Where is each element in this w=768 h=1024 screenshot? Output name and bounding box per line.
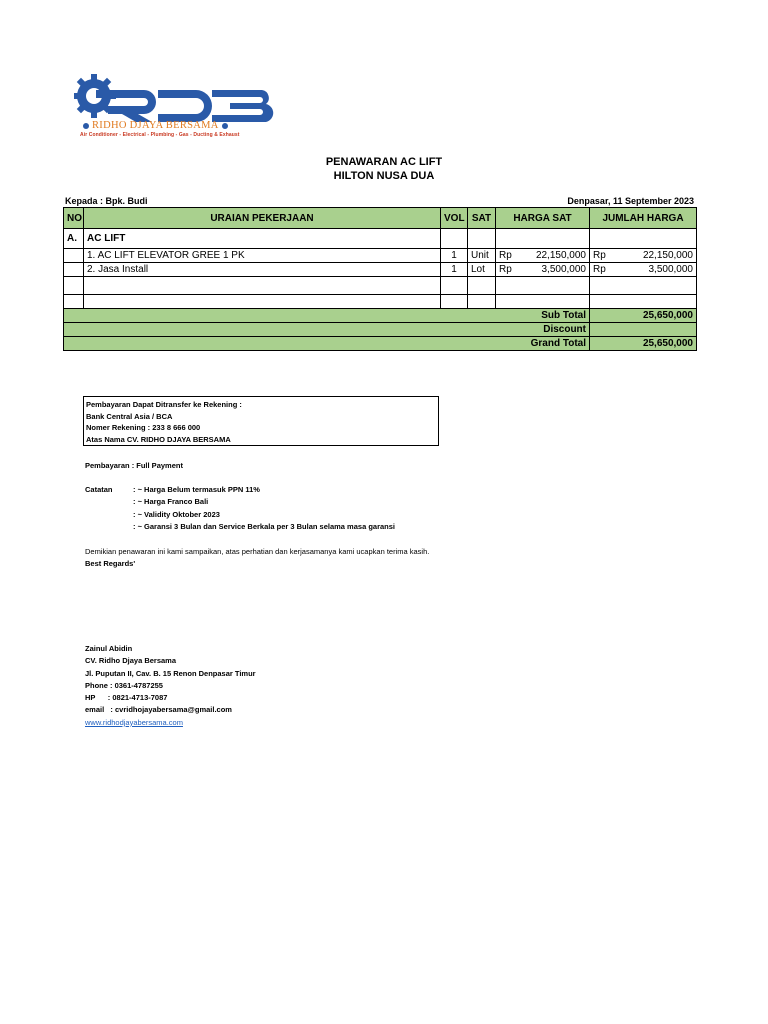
col-sat: SAT: [468, 208, 496, 229]
col-description: URAIAN PEKERJAAN: [84, 208, 441, 229]
currency-label: Rp: [593, 264, 606, 275]
col-vol: VOL: [441, 208, 468, 229]
col-harga-sat: HARGA SAT: [496, 208, 590, 229]
item-sat: Unit: [468, 249, 496, 263]
table-row: [64, 263, 697, 277]
company-address: Jl. Puputan II, Cav. B. 15 Renon Denpasar Timur: [85, 668, 256, 678]
subtotal-row: [64, 309, 697, 323]
grand-total-row: [64, 337, 697, 351]
grand-total-label: Grand Total: [64, 337, 590, 351]
company-phone: Phone : 0361-4787255: [85, 680, 163, 690]
discount-row: [64, 323, 697, 337]
grand-total-value: 25,650,000: [590, 337, 697, 351]
bank-line1: Pembayaran Dapat Ditransfer ke Rekening :: [86, 400, 242, 409]
logo-tagline: Air Conditioner - Electrical - Plumbing - Gas - Ducting & Exhaust: [80, 132, 240, 138]
notes-list: [133, 484, 395, 533]
col-no: NO: [64, 208, 84, 229]
empty-row: [64, 295, 697, 309]
note-item: : ~ Harga Belum termasuk PPN 11%: [133, 485, 260, 494]
item-description: 2. Jasa Install: [84, 263, 441, 277]
item-sat: Lot: [468, 263, 496, 277]
item-jumlah: [590, 249, 697, 263]
dot-icon: [83, 123, 89, 129]
bank-line2: Bank Central Asia / BCA: [86, 411, 173, 421]
currency-label: Rp: [593, 250, 606, 261]
item-harga: [496, 263, 590, 277]
logo-name-text: RIDHO DJAYA BERSAMA: [92, 120, 219, 131]
bank-line3: Nomer Rekening : 233 8 666 000: [86, 423, 201, 432]
currency-label: Rp: [499, 250, 512, 261]
note-item: : ~ Harga Franco Bali: [133, 497, 209, 507]
table-row: [64, 249, 697, 263]
company-hp: HP : 0821-4713-7087: [85, 693, 168, 703]
company-website-link[interactable]: www.ridhodjayabersama.com: [85, 717, 183, 727]
item-jumlah: [590, 263, 697, 277]
item-harga-value: 22,150,000: [535, 250, 586, 261]
doc-title-line2: HILTON NUSA DUA: [333, 170, 435, 182]
subtotal-value: 25,650,000: [590, 309, 697, 323]
item-harga-value: 3,500,000: [541, 264, 586, 275]
note-item: : ~ Garansi 3 Bulan dan Service Berkala per 3 Bulan selama masa garansi: [133, 521, 396, 531]
section-label: AC LIFT: [84, 229, 441, 249]
subtotal-label: Sub Total: [64, 309, 590, 323]
recipient: Kepada : Bpk. Budi: [65, 196, 148, 206]
item-jumlah-value: 3,500,000: [648, 264, 693, 275]
discount-value: [590, 323, 697, 337]
item-description: 1. AC LIFT ELEVATOR GREE 1 PK: [84, 249, 441, 263]
place-date: Denpasar, 11 September 2023: [567, 196, 694, 206]
item-vol: 1: [441, 263, 468, 277]
empty-row: [64, 277, 697, 295]
bank-line4: Atas Nama CV. RIDHO DJAYA BERSAMA: [86, 434, 231, 444]
payment-terms: Pembayaran : Full Payment: [85, 461, 183, 470]
quotation-table: [63, 207, 697, 351]
currency-label: Rp: [499, 264, 512, 275]
item-harga: [496, 249, 590, 263]
section-no: A.: [64, 229, 84, 249]
signature-block: [85, 643, 256, 729]
note-item: : ~ Validity Oktober 2023: [133, 509, 220, 519]
best-regards: Best Regards': [85, 559, 136, 568]
item-jumlah-value: 22,150,000: [642, 250, 693, 261]
item-vol: 1: [441, 249, 468, 263]
signer-company: CV. Ridho Djaya Bersama: [85, 656, 177, 666]
notes-label: Catatan: [85, 485, 113, 494]
col-jumlah-harga: JUMLAH HARGA: [590, 208, 697, 229]
table-header-row: [64, 208, 697, 229]
rdb-logo-graphic: [74, 74, 280, 122]
doc-title-line1: PENAWARAN AC LIFT: [325, 156, 443, 168]
company-email: email : cvridhojayabersama@gmail.com: [85, 705, 232, 715]
signer-name: Zainul Abidin: [85, 644, 133, 653]
section-row: [64, 229, 697, 249]
bank-info-box: [83, 396, 439, 446]
dot-icon: [222, 123, 228, 129]
discount-label: Discount: [64, 323, 590, 337]
logo-company-name: [80, 120, 276, 131]
closing-text: Demikian penawaran ini kami sampaikan, atas perhatian dan kerjasamanya kami ucapkan terima kasih.: [85, 547, 430, 556]
